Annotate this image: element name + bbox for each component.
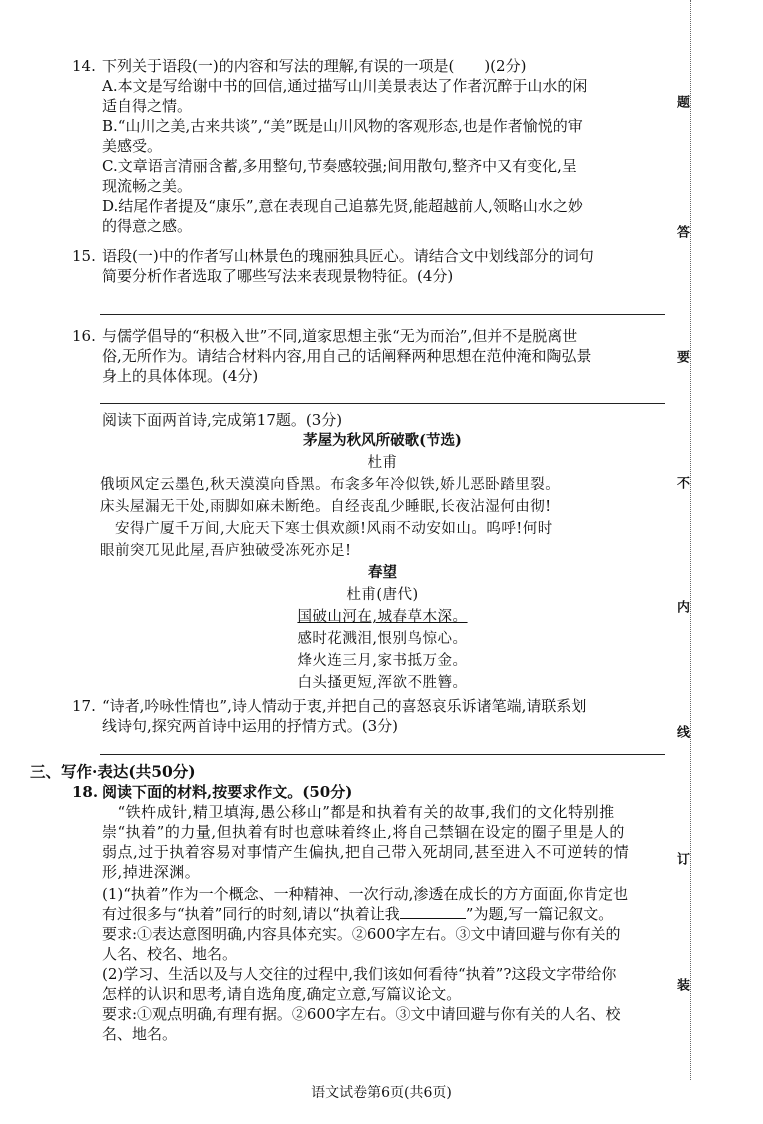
poem-line: 烽火连三月,家书抵万金。 — [297, 653, 468, 669]
question-number: 16. — [72, 327, 96, 345]
question-text-cont: 线诗句,探究两首诗中运用的抒情方式。(3分) — [102, 717, 399, 735]
poem-author: 杜甫(唐代) — [346, 587, 419, 603]
binding-line — [676, 0, 691, 1080]
answer-line[interactable] — [100, 754, 665, 755]
poem-line: 感时花溅泪,恨别鸟惊心。 — [297, 631, 468, 647]
option-1-text-end: ”为题,写一篇记叙文。 — [465, 905, 614, 923]
poem-line: 床头屋漏无干处,雨脚如麻未断绝。自经丧乱少睡眠,长夜沾湿何由彻! — [100, 499, 552, 515]
question-number: 17. — [72, 697, 96, 715]
question-text: 语段(一)中的作者写山林景色的瑰丽独具匠心。请结合文中划线部分的词句 — [102, 247, 594, 265]
binding-char: 要 — [674, 350, 689, 363]
question-15 — [72, 246, 672, 286]
binding-char: 线 — [674, 725, 689, 738]
section-heading: 三、写作·表达(共50分) — [30, 762, 196, 781]
question-number: 14. — [72, 57, 96, 75]
poem-line: 白头搔更短,浑欲不胜簪。 — [297, 675, 468, 691]
option-1-requirement-cont: 人名、校名、地名。 — [102, 945, 238, 963]
option-c-cont: 现流畅之美。 — [102, 177, 193, 195]
option-1-text: (1)“执着”作为一个概念、一种精神、一次行动,渗透在成长的方方面面,你肯定也 — [102, 885, 629, 903]
material-line: “铁杵成针,精卫填海,愚公移山”都是和执着有关的故事,我们的文化特别推 — [102, 803, 615, 821]
title-blank[interactable] — [400, 918, 466, 919]
binding-char: 不 — [674, 476, 689, 489]
answer-line[interactable] — [100, 403, 665, 404]
poem-2 — [100, 562, 665, 694]
poem-title: 春望 — [368, 564, 397, 581]
poem-line: 俄顷风定云墨色,秋天漠漠向昏黑。布衾多年冷似铁,娇儿恶卧踏里裂。 — [100, 477, 561, 493]
poem-author: 杜甫 — [367, 455, 398, 471]
question-text-cont: 简要分析作者选取了哪些写法来表现景物特征。(4分) — [102, 267, 454, 285]
question-heading: 阅读下面的材料,按要求作文。(50分) — [102, 783, 353, 801]
option-d-cont: 的得意之感。 — [102, 217, 193, 235]
question-number: 15. — [72, 247, 96, 265]
poem-1 — [100, 430, 665, 562]
binding-char: 答 — [674, 225, 689, 238]
option-b: B.“山川之美,古来共谈”,“美”既是山川风物的客观形态,也是作者愉悦的审 — [102, 117, 583, 135]
question-text-cont: 身上的具体体现。(4分) — [102, 367, 259, 385]
question-14 — [72, 56, 672, 236]
option-2-requirement-cont: 名、地名。 — [102, 1025, 178, 1043]
poem-line: 眼前突兀见此屋,吾庐独破受冻死亦足! — [100, 543, 352, 559]
option-1-requirement: 要求:①表达意图明确,内容具体充实。②600字左右。③文中请回避与你有关的 — [102, 925, 621, 943]
page-footer: 语文试卷第6页(共6页) — [311, 1085, 452, 1101]
option-a-cont: 适自得之情。 — [102, 97, 193, 115]
material-line: 崇“执着”的力量,但执着有时也意味着终止,将自己禁锢在设定的圈子里是人的 — [102, 823, 625, 841]
material-line: 弱点,过于执着容易对事情产生偏执,把自己带入死胡同,甚至进入不可逆转的情 — [102, 843, 630, 861]
question-stem: 下列关于语段(一)的内容和写法的理解,有误的一项是( )(2分) — [102, 57, 527, 75]
writing-option-1 — [102, 884, 672, 1044]
option-c: C.文章语言清丽含蓄,多用整句,节奏感较强;间用散句,整齐中又有变化,呈 — [102, 157, 577, 175]
binding-char: 装 — [674, 978, 689, 991]
poem-title: 茅屋为秋风所破歌(节选) — [303, 432, 462, 449]
option-2-text: (2)学习、生活以及与人交往的过程中,我们该如何看待“执着”?这段文字带给你 — [102, 965, 617, 983]
option-1-text-cont: 有过很多与“执着”同行的时刻,请以“执着让我 — [102, 905, 400, 923]
question-text: “诗者,吟咏性情也”,诗人情动于衷,并把自己的喜怒哀乐诉诸笔端,请联系划 — [102, 697, 587, 715]
binding-char: 题 — [674, 95, 689, 108]
poem-line-underlined: 国破山河在,城春草木深。 — [297, 609, 468, 625]
option-2-requirement: 要求:①观点明确,有理有据。②600字左右。③文中请回避与你有关的人名、校 — [102, 1005, 621, 1023]
reading-intro: 阅读下面两首诗,完成第17题。(3分) — [102, 411, 343, 429]
poem-line: 安得广厦千万间,大庇天下寒士俱欢颜!风雨不动安如山。呜呼!何时 — [100, 521, 553, 537]
question-18 — [72, 782, 672, 882]
question-17 — [72, 696, 672, 736]
option-2-text-cont: 怎样的认识和思考,请自选角度,确定立意,写篇议论文。 — [102, 985, 462, 1003]
material-line: 形,掉进深渊。 — [102, 863, 201, 881]
option-a: A.本文是写给谢中书的回信,通过描写山川美景表达了作者沉醉于山水的闲 — [102, 77, 588, 95]
option-d: D.结尾作者提及“康乐”,意在表现自己追慕先贤,能超越前人,领略山水之妙 — [102, 197, 583, 215]
option-b-cont: 美感受。 — [102, 137, 163, 155]
question-text: 与儒学倡导的“积极入世”不同,道家思想主张“无为而治”,但并不是脱离世 — [102, 327, 578, 345]
question-text-cont: 俗,无所作为。请结合材料内容,用自己的话阐释两种思想在范仲淹和陶弘景 — [102, 347, 592, 365]
question-16 — [72, 326, 672, 386]
answer-line[interactable] — [100, 314, 665, 315]
binding-char: 订 — [674, 852, 689, 865]
question-number: 18. — [72, 783, 99, 801]
binding-char: 内 — [674, 600, 689, 613]
